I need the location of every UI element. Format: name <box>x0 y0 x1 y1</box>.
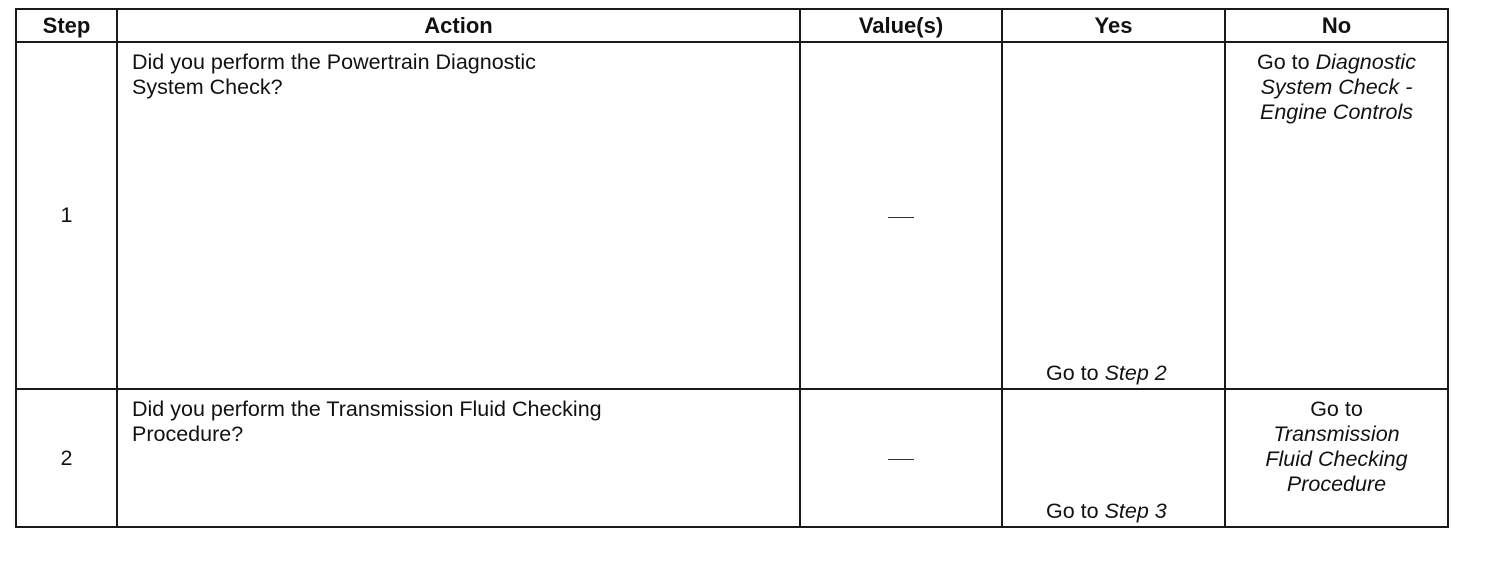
header-yes: Yes <box>1002 9 1225 42</box>
header-action: Action <box>117 9 800 42</box>
action-text-line: Did you perform the Transmission Fluid Checking <box>132 397 602 421</box>
yes-prefix: Go to <box>1046 499 1105 523</box>
no-link-line[interactable]: Fluid Checking <box>1265 447 1408 471</box>
no-prefix: Go to <box>1257 50 1316 74</box>
value-dash <box>888 459 914 460</box>
step-number: 2 <box>16 389 117 527</box>
no-link[interactable]: Diagnostic <box>1315 50 1416 74</box>
no-link-line[interactable]: System Check - <box>1260 75 1413 99</box>
header-values: Value(s) <box>800 9 1002 42</box>
action-cell <box>117 42 800 389</box>
table-row <box>16 389 1448 527</box>
step-number: 1 <box>16 42 117 389</box>
no-cell <box>1225 42 1448 389</box>
table-header-row <box>16 9 1448 42</box>
yes-step-link[interactable]: Step 2 <box>1104 361 1167 385</box>
header-step: Step <box>16 9 117 42</box>
yes-cell <box>1002 389 1225 527</box>
yes-step-link[interactable]: Step 3 <box>1104 499 1167 523</box>
value-dash <box>888 217 914 218</box>
value-cell <box>800 42 1002 389</box>
no-cell <box>1225 389 1448 527</box>
no-link-line[interactable]: Procedure <box>1286 472 1387 496</box>
no-text-line <box>1226 50 1447 75</box>
yes-prefix: Go to <box>1046 361 1105 385</box>
action-text-line: System Check? <box>132 75 283 99</box>
yes-cell <box>1002 42 1225 389</box>
value-cell <box>800 389 1002 527</box>
header-no: No <box>1225 9 1448 42</box>
action-text-line: Procedure? <box>132 422 244 446</box>
table-row <box>16 42 1448 389</box>
no-link-line[interactable]: Engine Controls <box>1260 100 1413 124</box>
no-text-line: Go to <box>1310 397 1363 421</box>
action-text-line: Did you perform the Powertrain Diagnostic <box>132 50 536 74</box>
no-link-line[interactable]: Transmission <box>1273 422 1400 446</box>
action-cell <box>117 389 800 527</box>
diagnostic-table <box>15 8 1449 528</box>
